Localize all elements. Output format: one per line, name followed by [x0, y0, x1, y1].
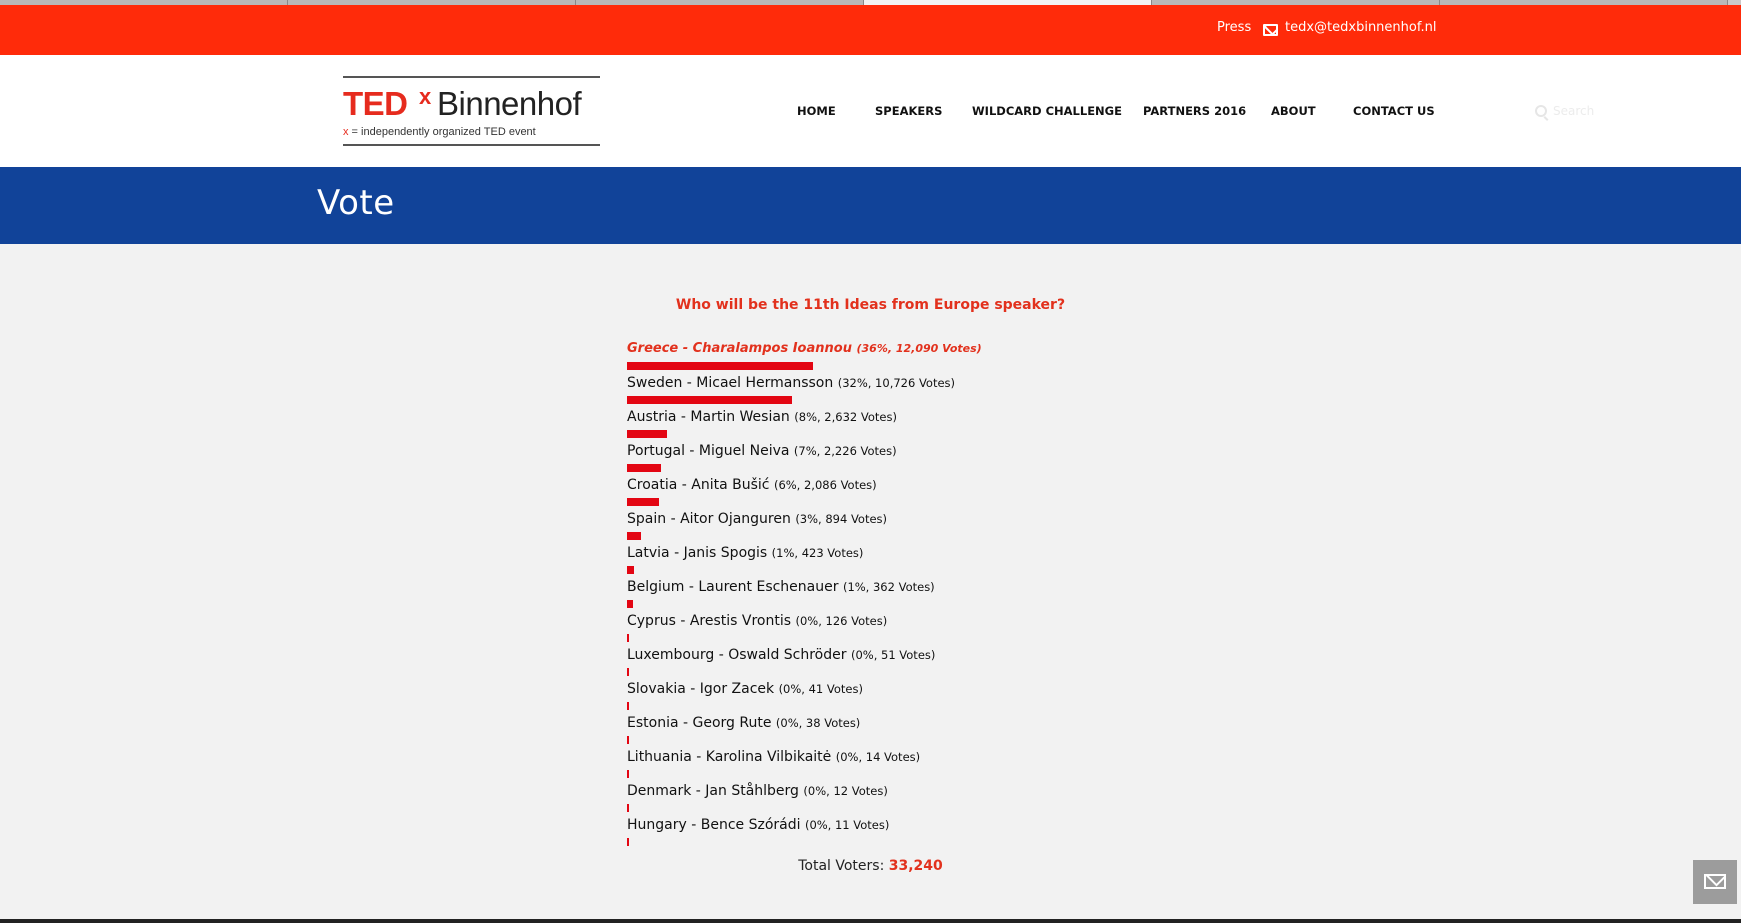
poll-option-meta: (0%, 51 Votes) [850, 648, 936, 662]
poll-option [627, 714, 1147, 748]
page-title: Vote [317, 183, 395, 223]
poll-option-bar [627, 838, 629, 846]
poll-option-label [627, 476, 1147, 494]
nav-home[interactable]: HOME [797, 104, 836, 118]
press-link[interactable]: Press [1217, 20, 1252, 35]
poll-option-name: Cyprus - Arestis Vrontis [627, 613, 792, 629]
poll-option-label [627, 816, 1147, 834]
poll-option-label [627, 680, 1147, 698]
site-header [0, 55, 1741, 167]
poll-option [627, 748, 1147, 782]
poll-option-meta: (0%, 41 Votes) [778, 682, 863, 696]
poll-option [627, 816, 1147, 850]
logo-tagline-text: = independently organized TED event [348, 126, 536, 138]
email-link[interactable]: tedx@tedxbinnenhof.nl [1285, 20, 1437, 35]
poll-option-bar [627, 464, 661, 472]
poll-option-meta: (0%, 38 Votes) [775, 716, 861, 730]
poll-option-meta: (0%, 126 Votes) [795, 614, 888, 628]
poll-option-bar [627, 600, 633, 608]
poll-option-name: Hungary - Bence Szórádi [627, 817, 801, 833]
page-title-bar [0, 167, 1741, 244]
poll-option [627, 578, 1147, 612]
poll-option [627, 680, 1147, 714]
poll-option-meta: (8%, 2,632 Votes) [794, 410, 897, 424]
poll-option [627, 646, 1147, 680]
poll-option-bar [627, 770, 629, 778]
logo-tagline-x: x [343, 126, 349, 138]
poll-total [0, 858, 1741, 874]
poll-option-meta: (0%, 12 Votes) [803, 784, 888, 798]
poll-option [627, 408, 1147, 442]
poll-option-bar [627, 702, 629, 710]
poll-option-name: Slovakia - Igor Zacek [627, 681, 775, 697]
poll-option-label [627, 646, 1147, 664]
poll-option-meta: (3%, 894 Votes) [795, 512, 888, 526]
nav-about[interactable]: ABOUT [1271, 104, 1316, 118]
tedx-logo[interactable] [343, 76, 600, 146]
total-voters-value: 33,240 [888, 858, 943, 874]
poll-option-label [627, 612, 1147, 630]
poll-option-meta: (0%, 11 Votes) [804, 818, 890, 832]
poll-option-name: Lithuania - Karolina Vilbikaitė [627, 749, 832, 765]
poll-option-name: Portugal - Miguel Neiva [627, 443, 790, 459]
poll-option-bar [627, 430, 667, 438]
poll-option-label [627, 714, 1147, 732]
poll-option-label [627, 578, 1147, 596]
poll-option-meta: (36%, 12,090 Votes) [856, 342, 982, 355]
poll-option-name: Belgium - Laurent Eschenauer [627, 579, 839, 595]
poll-option [627, 442, 1147, 476]
poll-option-label [627, 442, 1147, 460]
poll-option-label [627, 748, 1147, 766]
nav-partners-2016[interactable]: PARTNERS 2016 [1143, 104, 1247, 118]
poll-option [627, 782, 1147, 816]
poll-option-name: Spain - Aitor Ojanguren [627, 511, 791, 527]
poll-option-bar [627, 804, 629, 812]
poll-option-bar [627, 498, 659, 506]
poll-option-label [627, 510, 1147, 528]
nav-wildcard-challenge[interactable]: WILDCARD CHALLENGE [972, 104, 1122, 118]
poll-option-meta: (6%, 2,086 Votes) [773, 478, 877, 492]
poll-option-meta: (1%, 423 Votes) [771, 546, 864, 560]
poll-option-label [627, 544, 1147, 562]
total-voters-label: Total Voters: [798, 858, 885, 874]
nav-speakers[interactable]: SPEAKERS [875, 104, 943, 118]
poll-option-name: Sweden - Micael Hermansson [627, 375, 834, 391]
poll-option [627, 544, 1147, 578]
logo-tagline [343, 126, 536, 138]
poll-option-name: Estonia - Georg Rute [627, 715, 772, 731]
poll-option-label [627, 374, 1147, 392]
top-bar [0, 5, 1741, 55]
poll-option-meta: (0%, 14 Votes) [835, 750, 921, 764]
poll-option-name: Croatia - Anita Bušić [627, 477, 770, 493]
poll-option-bar [627, 396, 792, 404]
logo-ted: TED [343, 85, 408, 122]
poll-option-bar [627, 634, 629, 642]
envelope-icon [1704, 874, 1726, 889]
poll-option [627, 476, 1147, 510]
mail-icon [1263, 24, 1278, 36]
nav-contact-us[interactable]: CONTACT US [1353, 104, 1435, 118]
poll-option [627, 612, 1147, 646]
poll-question: Who will be the 11th Ideas from Europe speaker? [675, 297, 1066, 313]
search-input[interactable] [1553, 101, 1653, 121]
poll-option-name: Luxembourg - Oswald Schröder [627, 647, 847, 663]
poll-option [627, 510, 1147, 544]
poll-option-name: Latvia - Janis Spogis [627, 545, 768, 561]
poll-option-meta: (32%, 10,726 Votes) [837, 376, 956, 390]
poll-option-meta: (1%, 362 Votes) [842, 580, 935, 594]
poll-option-name: Greece - Charalampos Ioannou [627, 341, 852, 356]
poll-option-label [627, 408, 1147, 426]
poll-option-name: Denmark - Jan Ståhlberg [627, 783, 799, 799]
logo-name: Binnenhof [437, 85, 582, 122]
contact-widget-button[interactable] [1693, 860, 1737, 904]
poll-option [627, 374, 1147, 408]
window-bottom-edge [0, 919, 1741, 923]
poll-option-bar [627, 362, 813, 370]
poll-option-name: Austria - Martin Wesian [627, 409, 790, 425]
poll-option-bar [627, 668, 629, 676]
poll-option-label [627, 782, 1147, 800]
poll-option-bar [627, 736, 629, 744]
search-icon[interactable] [1535, 105, 1547, 117]
poll-option-label [627, 340, 1147, 358]
poll-option [627, 340, 1147, 374]
poll-results [627, 340, 1147, 850]
poll-option-bar [627, 532, 641, 540]
poll-option-bar [627, 566, 634, 574]
poll-option-meta: (7%, 2,226 Votes) [793, 444, 897, 458]
logo-x: x [419, 84, 432, 109]
